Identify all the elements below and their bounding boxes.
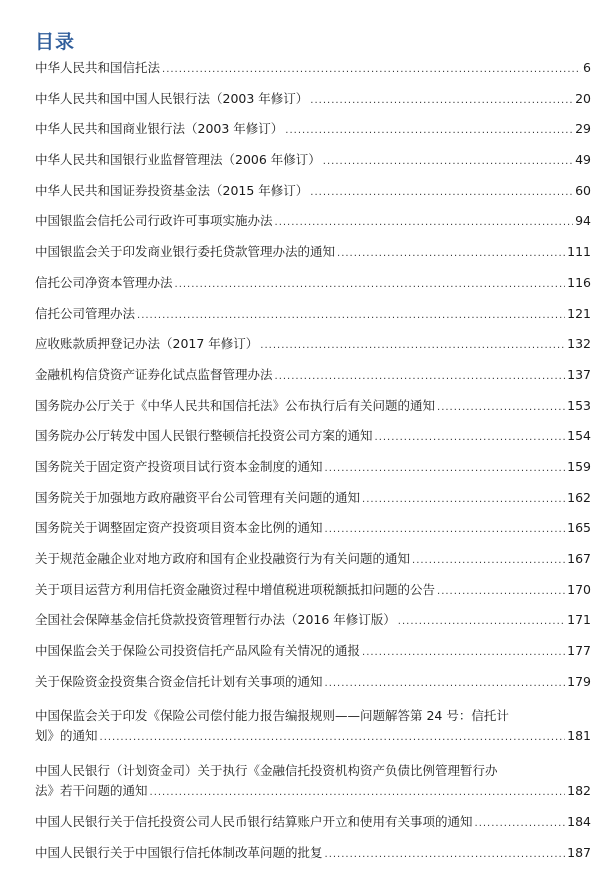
toc-entry-title-line2-row bbox=[35, 728, 591, 744]
dot-leader bbox=[475, 817, 566, 830]
toc-entry-title: 中国银监会信托公司行政许可事项实施办法 bbox=[35, 213, 273, 229]
dot-leader bbox=[285, 124, 573, 137]
toc-entry[interactable] bbox=[35, 582, 591, 598]
toc-entry-page: 121 bbox=[567, 305, 591, 321]
toc-entry-title: 国务院关于固定资产投资项目试行资本金制度的通知 bbox=[35, 458, 323, 474]
toc-entry-title: 全国社会保障基金信托贷款投资管理暂行办法（2016 年修订版） bbox=[35, 612, 396, 628]
dot-leader bbox=[162, 63, 581, 76]
toc-entry-title: 应收账款质押登记办法（2017 年修订） bbox=[35, 336, 259, 352]
toc-heading: 目录 bbox=[35, 31, 76, 53]
toc-entry[interactable] bbox=[35, 336, 591, 352]
toc-entry[interactable] bbox=[35, 275, 591, 291]
toc-entry-title: 关于规范金融企业对地方政府和国有企业投融资行为有关问题的通知 bbox=[35, 551, 411, 566]
toc-entry-title: 金融机构信贷资产证券化试点监督管理办法 bbox=[35, 366, 273, 382]
toc-entry-title: 信托公司净资本管理办法 bbox=[35, 274, 173, 290]
toc-entry-page: 170 bbox=[567, 581, 591, 597]
toc-entry-page: 165 bbox=[567, 520, 591, 536]
toc-entry-title-line2: 划》的通知 bbox=[35, 728, 98, 744]
toc-entry-page: 182 bbox=[567, 783, 591, 799]
toc-entry[interactable] bbox=[35, 306, 591, 322]
toc-entry[interactable] bbox=[35, 845, 591, 861]
dot-leader bbox=[437, 585, 565, 598]
toc-entry[interactable] bbox=[35, 152, 591, 168]
toc-entry-wrapped[interactable] bbox=[35, 704, 591, 744]
toc-entry-page: 137 bbox=[567, 366, 591, 382]
toc-entry[interactable] bbox=[35, 814, 591, 830]
toc-entry-title: 国务院办公厅转发中国人民银行整顿信托投资公司方案的通知 bbox=[35, 428, 373, 444]
toc-entry-title-line1: 中国保监会关于印发《保险公司偿付能力报告编报规则——问题解答第 24 号：信托计 bbox=[35, 708, 509, 724]
dot-leader bbox=[325, 677, 566, 690]
dot-leader bbox=[100, 731, 566, 744]
toc-entry[interactable] bbox=[35, 244, 591, 260]
dot-leader bbox=[275, 370, 566, 383]
dot-leader bbox=[325, 462, 566, 475]
toc-entry-title: 中国保监会关于保险公司投资信托产品风险有关情况的通报 bbox=[35, 643, 361, 659]
dot-leader bbox=[175, 278, 566, 291]
dot-leader bbox=[375, 431, 566, 444]
toc-entry-wrapped[interactable] bbox=[35, 759, 591, 799]
toc-entry-page: 29 bbox=[575, 121, 591, 137]
toc-entry-title: 中国人民银行关于信托投资公司人民币银行结算账户开立和使用有关事项的通知 bbox=[35, 813, 473, 829]
toc-entry-title: 中国人民银行关于中国银行信托体制改革问题的批复 bbox=[35, 844, 323, 860]
dot-leader bbox=[412, 554, 565, 567]
dot-leader bbox=[337, 247, 565, 260]
toc-entry-title: 中华人民共和国证券投资基金法（2015 年修订） bbox=[35, 182, 309, 198]
toc-entry-title-line1: 中国人民银行（计划资金司）关于执行《金融信托投资机构资产负债比例管理暂行办 bbox=[35, 763, 498, 779]
toc-entry-title: 国务院关于调整固定资产投资项目资本金比例的通知 bbox=[35, 520, 323, 536]
toc-entry-page: 132 bbox=[567, 336, 591, 352]
toc-entry[interactable] bbox=[35, 490, 591, 506]
toc-entry-title: 关于项目运营方利用信托资金融资过程中增值税进项税额抵扣问题的公告 bbox=[35, 581, 436, 597]
toc-entry-page: 159 bbox=[567, 458, 591, 474]
toc-entry-page: 94 bbox=[575, 213, 591, 229]
dot-leader bbox=[362, 493, 565, 506]
toc-entry[interactable] bbox=[35, 520, 591, 536]
toc-entry-page: 187 bbox=[567, 844, 591, 860]
toc-entry-page: 154 bbox=[567, 428, 591, 444]
toc-entry-title: 中国银监会关于印发商业银行委托贷款管理办法的通知 bbox=[35, 244, 336, 260]
dot-leader bbox=[325, 848, 566, 861]
toc-entry-page: 171 bbox=[567, 612, 591, 628]
toc-entry-page: 116 bbox=[567, 274, 591, 290]
dot-leader bbox=[275, 216, 574, 229]
toc-entry[interactable] bbox=[35, 121, 591, 137]
toc-entry[interactable] bbox=[35, 398, 591, 414]
toc-entry-title: 国务院办公厅关于《中华人民共和国信托法》公布执行后有关问题的通知 bbox=[35, 397, 436, 413]
dot-leader bbox=[150, 786, 566, 799]
dot-leader bbox=[325, 523, 566, 536]
toc-entry-title: 中华人民共和国商业银行法（2003 年修订） bbox=[35, 121, 284, 137]
toc-entry[interactable] bbox=[35, 428, 591, 444]
toc-entry-page: 60 bbox=[575, 182, 591, 198]
toc-entry[interactable] bbox=[35, 91, 591, 107]
toc-entry-page: 179 bbox=[567, 673, 591, 689]
dot-leader bbox=[437, 401, 565, 414]
toc-entry-title-line2-row bbox=[35, 783, 591, 799]
toc-entry-title: 中华人民共和国银行业监督管理法（2006 年修订） bbox=[35, 152, 321, 168]
toc-entry-title: 国务院关于加强地方政府融资平台公司管理有关问题的通知 bbox=[35, 489, 361, 505]
toc-entry-title: 信托公司管理办法 bbox=[35, 305, 136, 321]
toc-entry[interactable] bbox=[35, 612, 591, 628]
dot-leader bbox=[137, 309, 565, 322]
toc-entry-title: 中华人民共和国中国人民银行法（2003 年修订） bbox=[35, 90, 309, 106]
dot-leader bbox=[260, 339, 565, 352]
toc-entry[interactable] bbox=[35, 674, 591, 690]
dot-leader bbox=[310, 94, 573, 107]
toc-entry-page: 162 bbox=[567, 489, 591, 505]
toc-entry-page: 49 bbox=[575, 152, 591, 168]
toc-entry-page: 177 bbox=[567, 643, 591, 659]
toc-entry[interactable] bbox=[35, 643, 591, 659]
toc-entry-page: 20 bbox=[575, 90, 591, 106]
dot-leader bbox=[362, 646, 565, 659]
toc-entry-title: 关于保险资金投资集合资金信托计划有关事项的通知 bbox=[35, 673, 323, 689]
toc-entry[interactable] bbox=[35, 551, 591, 567]
dot-leader bbox=[323, 155, 573, 168]
toc-entry[interactable] bbox=[35, 367, 591, 383]
toc-list bbox=[35, 60, 591, 875]
toc-entry-page: 184 bbox=[567, 813, 591, 829]
toc-entry[interactable] bbox=[35, 183, 591, 199]
dot-leader bbox=[398, 615, 565, 628]
toc-entry-page: 181 bbox=[567, 728, 591, 744]
toc-entry-title: 中华人民共和国信托法 bbox=[35, 60, 161, 75]
toc-entry-title-line2: 法》若干问题的通知 bbox=[35, 783, 148, 799]
toc-entry[interactable] bbox=[35, 60, 591, 76]
toc-entry-page: 111 bbox=[567, 244, 591, 260]
toc-entry-page: 167 bbox=[567, 551, 591, 566]
toc-entry[interactable] bbox=[35, 213, 591, 229]
toc-entry-page: 6 bbox=[583, 60, 591, 75]
toc-entry-page: 153 bbox=[567, 397, 591, 413]
dot-leader bbox=[310, 186, 573, 199]
toc-entry[interactable] bbox=[35, 459, 591, 475]
